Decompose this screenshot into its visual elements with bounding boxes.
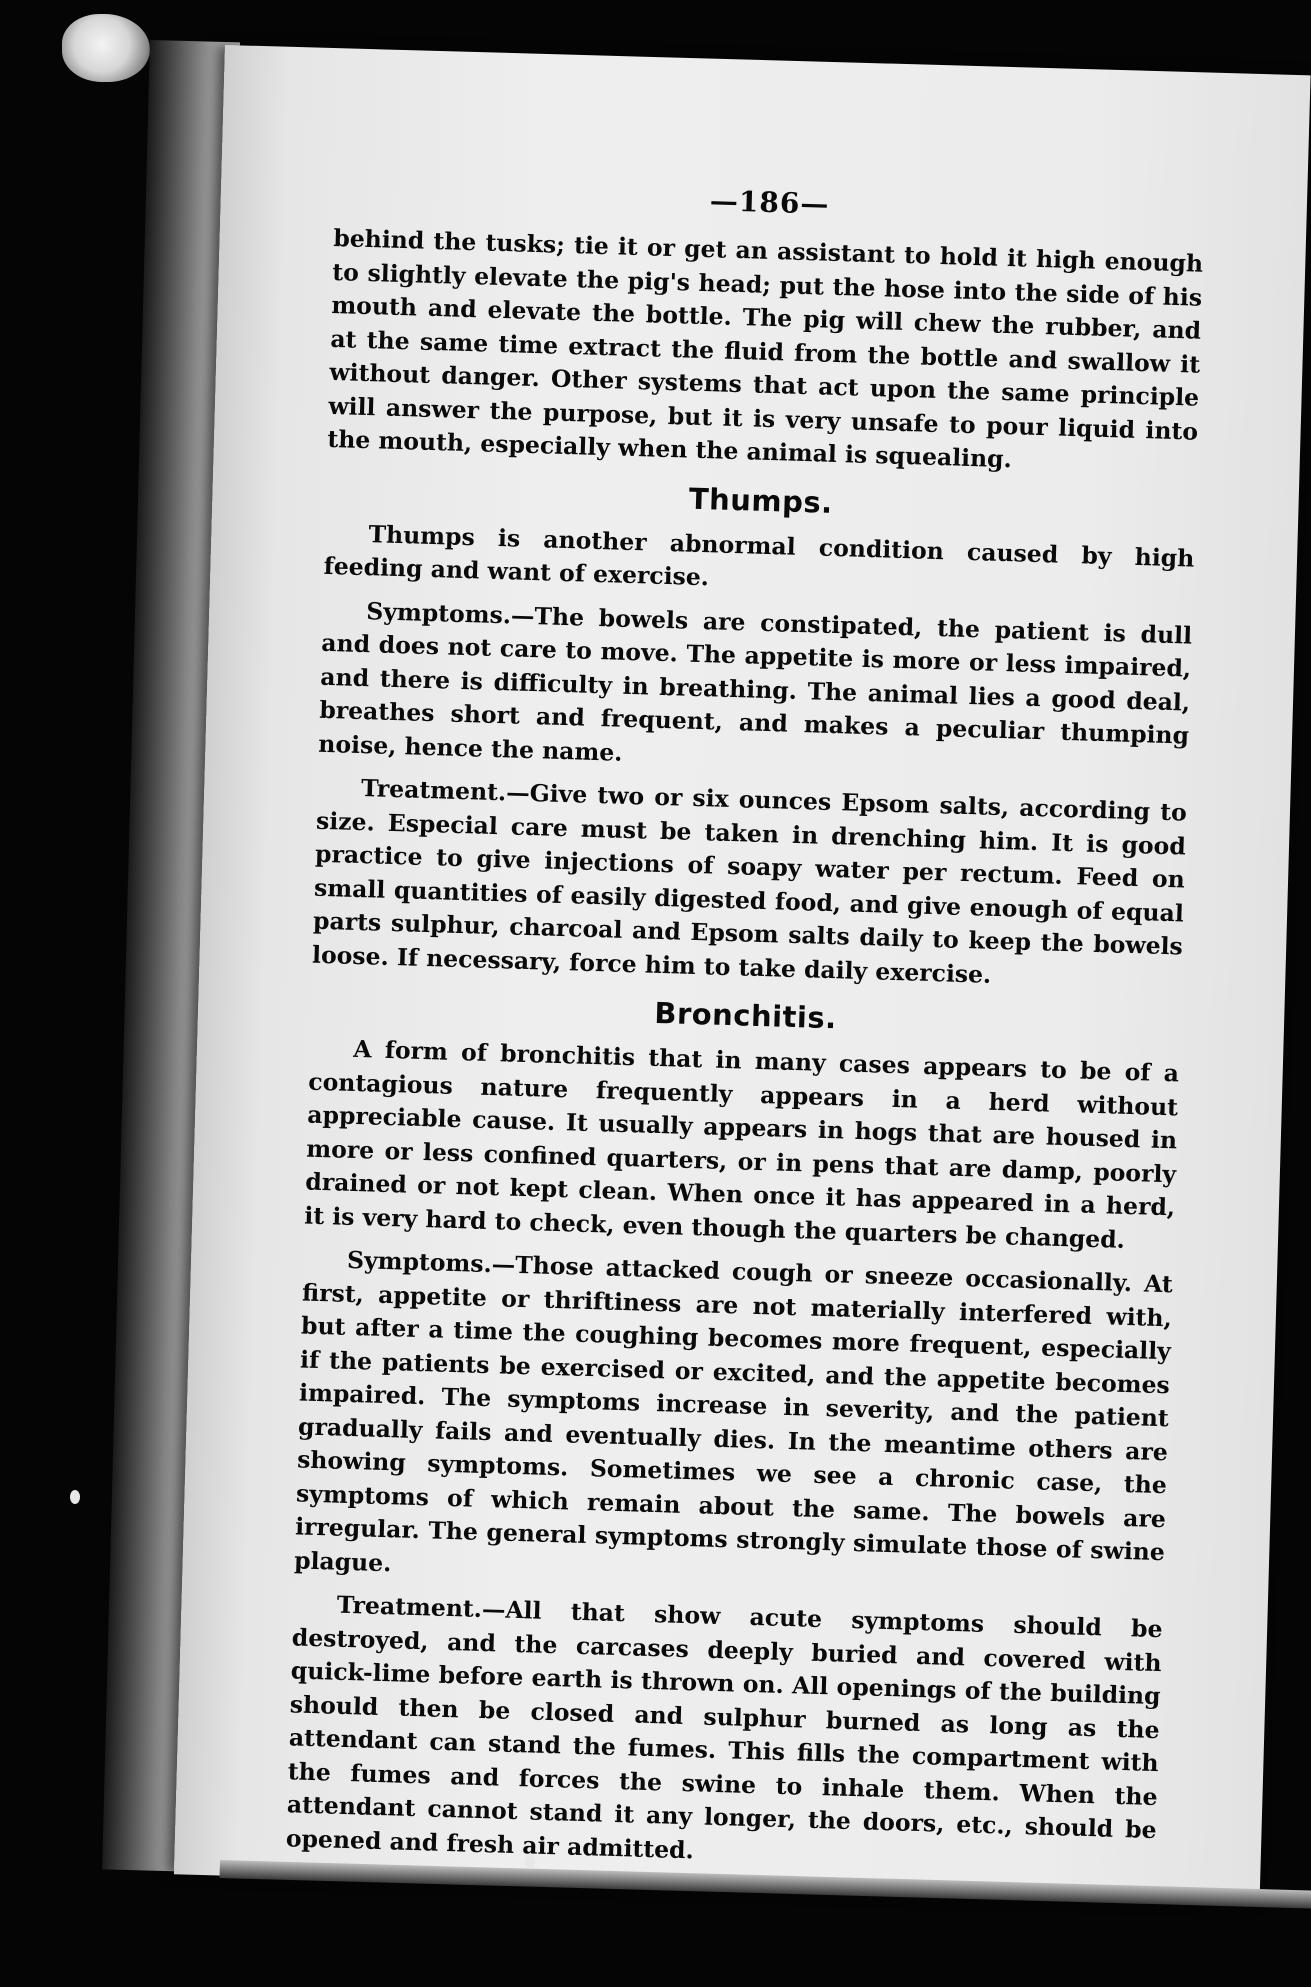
bronchitis-paragraph-treatment: Treatment.—All that show acute symptoms should be destroyed, and the carcases deeply buried and covered with quick-lime before earth is thrown on. All openings of the building should then be closed and sulphur burned as long as the attendant can stand the fumes. This fills the compartment with the fumes and forces the swine to inhale them. When the attendant cannot stand it any longer, the doors, etc., should be opened and fresh air admitted. xyxy=(285,1590,1163,1864)
section-thumps xyxy=(312,470,1196,997)
corner-stain xyxy=(62,14,150,82)
section-bronchitis xyxy=(285,986,1180,1881)
thumps-paragraph-definition: Thumps is another abnormal condition caused by high feeding and want of exercise. xyxy=(323,519,1195,592)
bronchitis-paragraph-symptoms: Symptoms.—Those attacked cough or sneeze occasionally. At first, appetite or thriftiness are not materially interfered with, but after a time the coughing becomes more frequent, especially if the patients be exercised or excited, and the appetite becomes impaired. The symptoms increase in severity, and the patient gradually fails and eventually dies. In the meantime others are showing symptoms. Sometimes we see a chronic case, the symptoms of which remain about the same. The bowels are irregular. The general symptoms strongly simulate those of swine plague. xyxy=(293,1245,1174,1577)
section-heading-thumps: Thumps. xyxy=(688,481,834,520)
page-text-block xyxy=(285,185,1204,1891)
thumps-paragraph-treatment: Treatment.—Give two or six ounces Epsom salts, according to size. Especial care must be taken in drenching him. It is good practice to give injections of soapy water per rectum. Feed on small quantities of easily digested food, and give enough of equal parts sulphur, charcoal and Epsom salts daily to keep the bowels loose. If necessary, force him to take daily exercise. xyxy=(311,774,1188,989)
page-number: —186— xyxy=(709,184,830,221)
speck xyxy=(70,1490,80,1504)
intro-paragraph: behind the tusks; tie it or get an assistant to hold it high enough to slightly elevate the pig's head; put the hose into the side of his mouth and elevate the bottle. The pig will chew the rubber, and at the same time extract the fluid from the bottle and swallow it without danger. Other systems that act upon the same principle will answer the purpose, but it is very unsafe to pour liquid into the mouth, especially when the animal is squealing. xyxy=(327,223,1204,474)
thumps-paragraph-symptoms: Symptoms.—The bowels are constipated, the patient is dull and does not care to move. The appetite is more or less impaired, and there is difficulty in breathing. The animal lies a good deal, breathes short and frequent, and makes a peculiar thumping noise, hence the name. xyxy=(318,596,1193,767)
section-heading-bronchitis: Bronchitis. xyxy=(653,995,838,1036)
bronchitis-paragraph-definition: A form of bronchitis that in many cases appears to be of a contagious nature frequently appears in a herd without appreciable cause. It usually appears in hogs that are housed in more or less confined quarters, or in pens that are damp, poorly drained or not kept clean. When once it has appeared in a herd, it is very hard to check, even though the quarters be changed. xyxy=(304,1034,1180,1254)
